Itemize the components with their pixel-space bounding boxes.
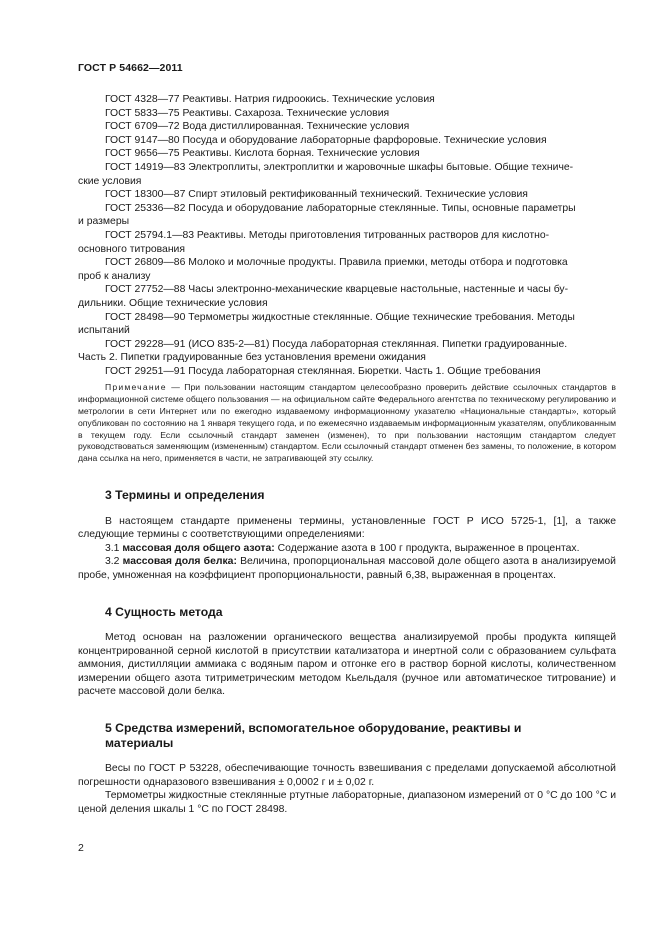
reference-line: ГОСТ 9147—80 Посуда и оборудование лабораторные фарфоровые. Технические условия — [105, 134, 547, 146]
note-lead: Примечание — [105, 382, 167, 393]
reference-line: и размеры — [78, 216, 130, 228]
note-paragraph — [78, 382, 616, 465]
reference-line: ГОСТ 26809—86 Молоко и молочные продукты. Правила приемки, методы отбора и подготовка — [105, 257, 568, 269]
reference-line: ГОСТ 4328—77 Реактивы. Натрия гидроокись. Технические условия — [105, 94, 435, 105]
reference-line: ГОСТ 18300—87 Спирт этиловый ректификованный технический. Технические условия — [105, 189, 528, 201]
reference-line: ГОСТ 29228—91 (ИСО 835-2—81) Посуда лабораторная стеклянная. Пипетки градуированные. — [105, 338, 568, 350]
section-4-heading: 4 Сущность метода — [105, 604, 223, 619]
section-3-intro: В настоящем стандарте применены термины, установленные ГОСТ Р ИСО 5725-1, [1], а также следующие термины с соответствующими определениями: — [78, 515, 616, 541]
term-3-1 — [78, 542, 616, 556]
section-5-heading-line-1: 5 Средства измерений, вспомогательное оборудование, реактивы и — [105, 720, 522, 735]
section-5-heading — [78, 721, 616, 752]
reference-line: ские условия — [78, 175, 142, 187]
reference-line: ГОСТ 25794.1—83 Реактивы. Методы приготовления титрованных растворов для кислотно- — [105, 229, 550, 241]
reference-line: ГОСТ 28498—90 Термометры жидкостные стеклянные. Общие технические требования. Методы — [105, 311, 575, 323]
reference-line: ГОСТ 27752—88 Часы электронно-механические кварцевые настольные, настенные и часы бу- — [105, 284, 569, 296]
reference-line: ГОСТ 14919—83 Электроплиты, электроплитки и жаровочные шкафы бытовые. Общие техниче- — [105, 161, 574, 173]
reference-line: ГОСТ 25336—82 Посуда и оборудование лабораторные стеклянные. Типы, основные параметры — [105, 202, 576, 214]
page-header-doc-id: ГОСТ Р 54662—2011 — [78, 62, 183, 74]
reference-line: ГОСТ 9656—75 Реактивы. Кислота борная. Технические условия — [105, 148, 420, 160]
note-text: — При пользовании настоящим стандартом целесообразно проверить действие ссылочных стандартов в информационной системе общего пользования — на официальном сайте Федерального агентства по техническому регулированию и метрологии в сети Интернет или по ежегодно издаваемому информационному указателю «Национальные стандарты», который опубликован по состоянию на 1 января текущего года, и по ежемесячно издаваемым информационным указателям, опубликованным в текущем году. Если ссылочный стандарт заменен (изменен), то при пользовании настоящим стандартом следует руководствоваться заменяющим (измененным) стандартом. Если ссылочный стандарт отменен без замены, то положение, в котором дана ссылка на него, применяется в части, не затрагивающей эту ссылку. — [78, 382, 616, 464]
reference-line: испытаний — [78, 325, 130, 337]
reference-line: ГОСТ 5833—75 Реактивы. Сахароза. Технические условия — [105, 107, 390, 119]
section-5-paragraph-scales: Весы по ГОСТ Р 53228, обеспечивающие точность взвешивания с пределами допускаемой абсолютной погрешности однаразового взвешивания ± 0,0002 г и ± 0,02 г. — [78, 762, 616, 788]
term-3-2 — [78, 555, 616, 582]
page-number: 2 — [78, 842, 84, 854]
reference-line: проб к анализу — [78, 270, 151, 282]
normative-references-list — [78, 93, 616, 378]
term-definition: Величина, пропорциональная массовой доле общего азота в анализируемой пробе, умноженная на коэффициент пропорциональности, равный 6,38, выраженная в процентах. — [78, 556, 616, 581]
term-number: 3.1 — [105, 542, 120, 554]
section-4-text: Метод основан на разложении органического вещества анализируемой пробы продукта кипящей концентрированной серной кислотой в присутствии катализатора и инертной соли с образованием сульфата аммония, дистилляции аммиака с водяным паром и отгонке его в раствор борной кислоты, количественном измерении общего азота титриметрическим методом Кьельдаля (ручное или автоматическое титрование) и расчете массовой доли белка. — [78, 632, 616, 698]
reference-line: Часть 2. Пипетки градуированные без установления времени ожидания — [78, 352, 426, 364]
term-name: массовая доля белка: — [122, 556, 237, 568]
section-5-paragraph-thermometers: Термометры жидкостные стеклянные ртутные лабораторные, диапазоном измерений от 0 °С до 100 °С и ценой деления шкалы 1 °С по ГОСТ 28498. — [78, 790, 616, 815]
section-3-heading: 3 Термины и определения — [105, 488, 265, 503]
reference-line: ГОСТ 29251—91 Посуда лабораторная стеклянная. Бюретки. Часть 1. Общие требования — [105, 365, 541, 377]
term-number: 3.2 — [105, 556, 120, 568]
term-definition: Содержание азота в 100 г продукта, выраженное в процентах. — [274, 542, 580, 554]
page-content — [78, 93, 616, 816]
reference-line: дильники. Общие технические условия — [78, 297, 268, 309]
reference-line: ГОСТ 6709—72 Вода дистиллированная. Технические условия — [105, 121, 410, 133]
section-5-heading-line-2: материалы — [105, 736, 174, 751]
reference-line: основного титрования — [78, 243, 185, 255]
term-name: массовая доля общего азота: — [122, 542, 275, 554]
